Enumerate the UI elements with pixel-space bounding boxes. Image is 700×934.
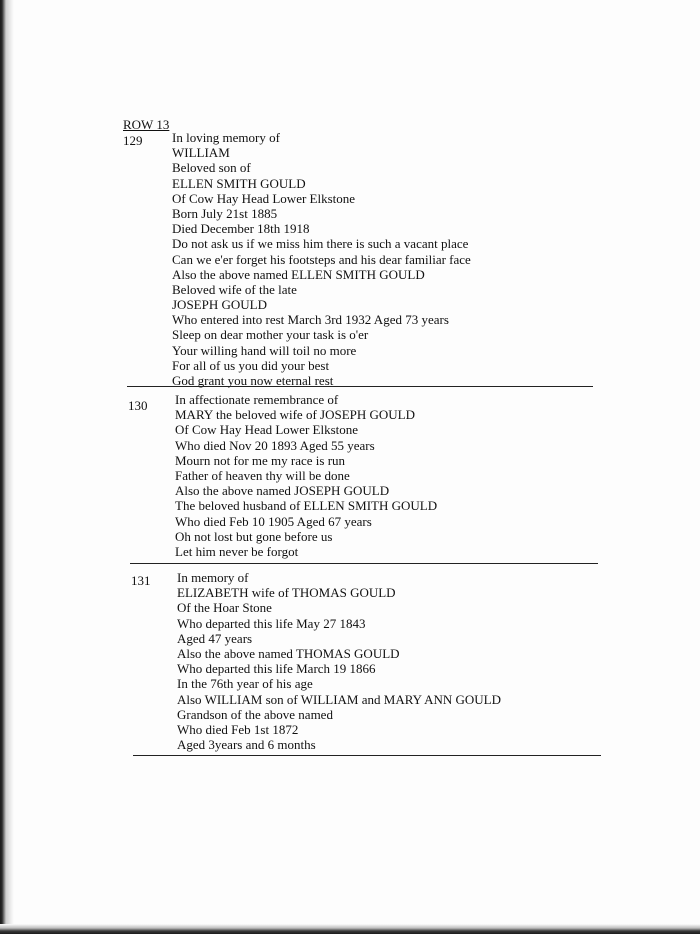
entry-divider [133, 755, 601, 756]
inscription-line: Sleep on dear mother your task is o'er [172, 327, 369, 343]
inscription-line: Who died Feb 10 1905 Aged 67 years [175, 513, 372, 529]
inscription-line: Your willing hand will toil no more [172, 342, 357, 358]
inscription-line: Can we e'er forget his footsteps and his dear familiar face [172, 251, 471, 267]
inscription-line: Beloved son of [172, 160, 251, 176]
inscription-line: Of Cow Hay Head Lower Elkstone [175, 422, 359, 438]
inscription-line: Father of heaven thy will be done [175, 467, 350, 483]
inscription-lines [172, 130, 471, 388]
inscription-lines [177, 570, 501, 752]
inscription-line: Aged 47 years [177, 630, 253, 646]
inscription-line: Died December 18th 1918 [172, 221, 310, 237]
inscription-line: Also the above named THOMAS GOULD [177, 645, 400, 661]
inscription-line: ELLEN SMITH GOULD [172, 175, 306, 191]
inscription-line: Also the above named JOSEPH GOULD [175, 483, 390, 499]
inscription-line: JOSEPH GOULD [172, 297, 267, 313]
inscription-line: Born July 21st 1885 [172, 205, 278, 221]
inscription-line: Let him never be forgot [175, 543, 299, 559]
inscription-line: Do not ask us if we miss him there is such a vacant place [172, 236, 469, 252]
inscription-line: God grant you now eternal rest [172, 373, 334, 388]
inscription-line: In loving memory of [172, 130, 280, 145]
inscription-line: Oh not lost but gone before us [175, 528, 333, 544]
inscription-line: Mourn not for me my race is run [175, 452, 346, 468]
inscription-line: Of Cow Hay Head Lower Elkstone [172, 190, 356, 206]
scan-shadow-bottom [0, 924, 700, 934]
inscription-line: For all of us you did your best [172, 357, 330, 373]
inscription-line: Who departed this life May 27 1843 [177, 615, 366, 631]
inscription-line: Also WILLIAM son of WILLIAM and MARY ANN GOULD [177, 691, 502, 707]
entry-number: 130 [128, 398, 148, 413]
inscription-line: Also the above named ELLEN SMITH GOULD [172, 266, 425, 282]
inscription-line: Grandson of the above named [177, 706, 333, 722]
entry-number: 131 [131, 573, 151, 588]
inscription-line: Who died Nov 20 1893 Aged 55 years [175, 437, 375, 453]
inscription-line: In memory of [177, 570, 249, 585]
inscription-line: In affectionate remembrance of [175, 392, 339, 407]
inscription-line: Who entered into rest March 3rd 1932 Aged 73 years [172, 312, 449, 328]
row-heading: ROW 13 [123, 117, 170, 132]
inscription-line: MARY the beloved wife of JOSEPH GOULD [175, 407, 415, 423]
inscription-line: Who died Feb 1st 1872 [177, 721, 299, 737]
inscription-line: Beloved wife of the late [172, 281, 297, 297]
entry-divider [130, 563, 598, 564]
inscription-lines [175, 392, 437, 559]
inscription-line: ELIZABETH wife of THOMAS GOULD [177, 585, 396, 601]
scan-shadow-left [0, 0, 14, 934]
inscription-line: WILLIAM [172, 145, 230, 161]
inscription-line: Of the Hoar Stone [177, 600, 272, 616]
entry-number: 129 [123, 133, 143, 148]
inscription-line: The beloved husband of ELLEN SMITH GOULD [175, 498, 438, 514]
entry-divider [127, 386, 593, 387]
inscription-line: In the 76th year of his age [177, 676, 313, 692]
inscription-line: Who departed this life March 19 1866 [177, 661, 376, 677]
inscription-line: Aged 3years and 6 months [177, 737, 316, 753]
